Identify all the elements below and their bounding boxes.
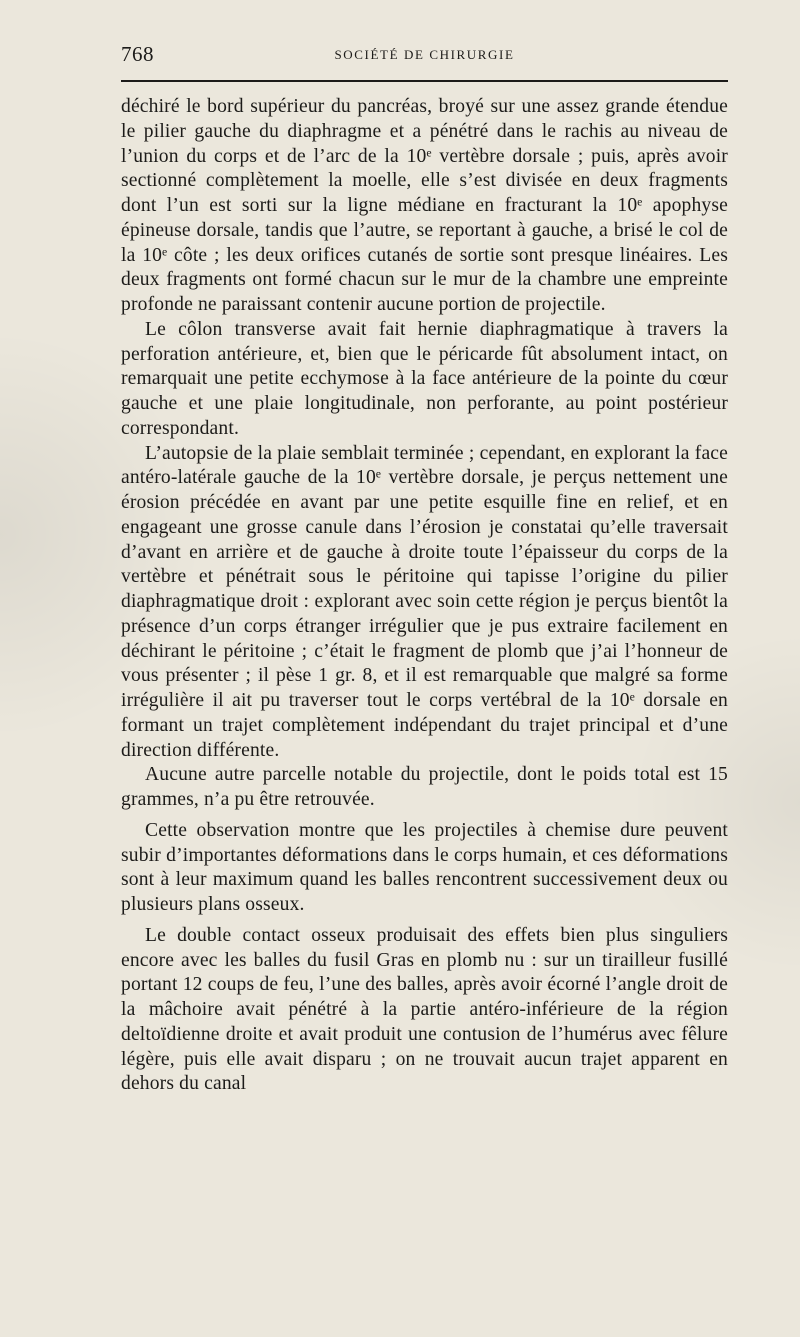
paragraph-observation: Cette observation montre que les projectiles à chemise dure peuvent subir d’importantes déformations dans le corps humain, et ces déformations sont à leur maximum quand les balles rencontrent successivement deux ou plusieurs plans osseux. xyxy=(121,819,728,915)
paragraph-colon: Le côlon transverse avait fait hernie diaphragmatique à travers la perforation antérieure, et, bien que le péricarde fût absolument intact, on remarquait une petite ecchymose à la face antérieure de la pointe du cœur gauche et une plaie longitudinale, non perforante, au point postérieur correspondant. xyxy=(121,318,728,439)
page-header xyxy=(121,40,728,70)
paragraph-fragments: Aucune autre parcelle notable du projectile, dont le poids total est 15 grammes, n’a pu être retrouvée. xyxy=(121,764,728,810)
page-number: 768 xyxy=(121,42,154,66)
paragraph-double-contact: Le double contact osseux produisait des effets bien plus singuliers encore avec les balles du fusil Gras en plomb nu : sur un tirailleur fusillé portant 12 coups de feu, l’une des balles, après avoir écorné l’angle droit de la mâchoire avait pénétré à la partie antéro-inférieure de la région deltoïdienne droite et avait produit une contusion de l’humérus avec fêlure légère, puis elle avait disparu ; on ne trouvait aucun trajet apparent en dehors du canal xyxy=(121,924,728,1095)
header-rule xyxy=(121,80,728,82)
running-head: SOCIÉTÉ DE CHIRURGIE xyxy=(334,47,515,62)
paragraph-continued: déchiré le bord supérieur du pancréas, broyé sur une assez grande étendue le pilier gauche du diaphragme et a pénétré dans le rachis au niveau de l’union du corps et de l’arc de la 10ᵉ vertèbre dorsale ; puis, après avoir sectionné complètement la moelle, elle s’est divisée en deux fragments dont l’un est sorti sur la ligne médiane en fracturant la 10ᵉ apophyse épineuse dorsale, tandis que l’autre, se reportant à gauche, a brisé le col de la 10ᵉ côte ; les deux orifices cutanés de sortie sont presque linéaires. Les deux fragments ont formé chacun sur le mur de la chambre une empreinte profonde ne paraissant contenir aucune portion de projectile. xyxy=(121,96,728,315)
body-text xyxy=(121,95,728,1097)
paragraph-autopsy: L’autopsie de la plaie semblait terminée ; cependant, en explorant la face antéro-latérale gauche de la 10ᵉ vertèbre dorsale, je perçus nettement une érosion précédée en avant par une petite esquille fine en relief, et en engageant une grosse canule dans l’érosion je constatai qu’elle traversait d’avant en arrière et de gauche à droite toute l’épaisseur du corps de la vertèbre et pénétrait sous le péritoine qui tapisse l’origine du pilier diaphragmatique droit : explorant avec soin cette région je perçus bientôt la présence d’un corps étranger irrégulier que je pus extraire facilement en déchirant le péritoine ; c’était le fragment de plomb que j’ai l’honneur de vous présenter ; il pèse 1 gr. 8, et il est remarquable que malgré sa forme irrégulière il ait pu traverser tout le corps vertébral de la 10ᵉ dorsale en formant un trajet complètement indépendant du trajet principal et d’une direction différente. xyxy=(121,442,728,761)
